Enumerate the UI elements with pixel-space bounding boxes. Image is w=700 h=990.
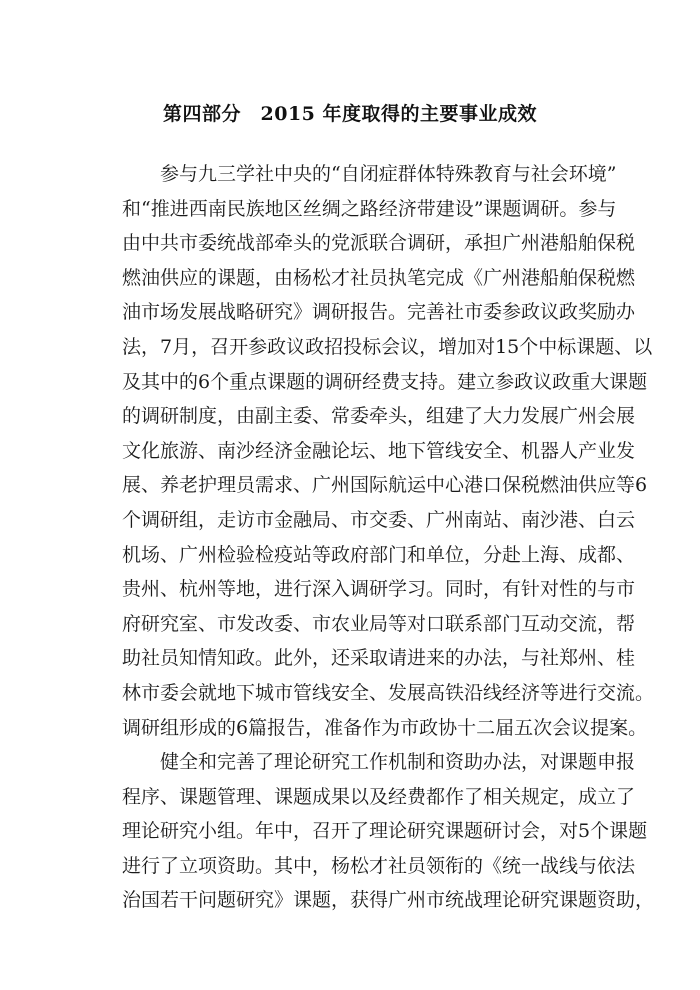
text-line: 健全和完善了理论研究工作机制和资助办法，对课题申报 <box>122 751 636 774</box>
text-line: 展、养老护理员需求、广州国际航运中心港口保税燃油供应等6 <box>122 474 648 497</box>
text-line: 府研究室、市发改委、市农业局等对口联系部门互动交流，帮 <box>122 612 636 635</box>
text-line: 及其中的6个重点课题的调研经费支持。建立参政议政重大课题 <box>122 370 648 393</box>
text-line: 文化旅游、南沙经济金融论坛、地下管线安全、机器人产业发 <box>122 439 636 462</box>
text-line: 进行了立项资助。其中，杨松才社员领衔的《统一战线与依法 <box>122 854 636 877</box>
text-line: 程序、课题管理、课题成果以及经费都作了相关规定，成立了 <box>122 785 636 808</box>
text-line: 法，7月，召开参政议政招投标会议，增加对15个中标课题、以 <box>122 335 653 358</box>
text-line: 和“推进西南民族地区丝绸之路经济带建设”课题调研。参与 <box>122 197 617 220</box>
document-body <box>122 157 655 918</box>
paragraph <box>122 157 655 745</box>
text-line: 由中共市委统战部牵头的党派联合调研，承担广州港船舶保税 <box>122 232 636 255</box>
text-line: 机场、广州检验检疫站等政府部门和单位，分赴上海、成都、 <box>122 543 636 566</box>
text-line: 助社员知情知政。此外，还采取请进来的办法，与社郑州、桂 <box>122 647 636 670</box>
text-line: 油市场发展战略研究》调研报告。完善社市委参政议政奖励办 <box>122 301 636 324</box>
text-line: 个调研组，走访市金融局、市交委、广州南站、南沙港、白云 <box>122 508 636 531</box>
text-line: 参与九三学社中央的“自闭症群体特殊教育与社会环境” <box>122 163 617 185</box>
paragraph <box>122 745 655 918</box>
text-line: 调研组形成的6篇报告，准备作为市政协十二届五次会议提案。 <box>122 716 648 739</box>
text-line: 的调研制度，由副主委、常委牵头，组建了大力发展广州会展 <box>122 405 636 428</box>
text-line: 贵州、杭州等地，进行深入调研学习。同时，有针对性的与市 <box>122 578 636 601</box>
text-line: 治国若干问题研究》课题，获得广州市统战理论研究课题资助， <box>122 889 655 912</box>
text-line: 燃油供应的课题，由杨松才社员执笔完成《广州港船舶保税燃 <box>122 266 636 289</box>
text-line: 理论研究小组。年中，召开了理论研究课题研讨会，对5个课题 <box>122 820 648 843</box>
text-line: 林市委会就地下城市管线安全、发展高铁沿线经济等进行交流。 <box>122 681 655 704</box>
page-title: 第四部分 2015 年度取得的主要事业成效 <box>163 103 537 125</box>
